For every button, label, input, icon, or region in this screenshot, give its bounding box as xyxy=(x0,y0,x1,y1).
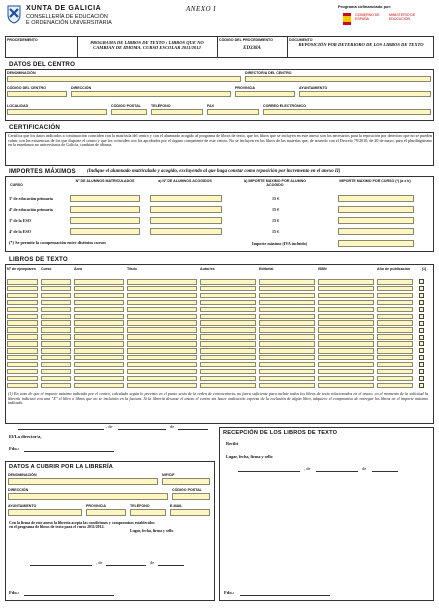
centre-sign-de2: de xyxy=(170,424,175,429)
book-cell-field[interactable] xyxy=(7,355,38,361)
book-cell-field[interactable] xyxy=(200,300,256,306)
centre-postcode-field[interactable] xyxy=(111,109,147,115)
book-cell-field[interactable] xyxy=(377,286,413,292)
books-col-header: Año de publicación xyxy=(377,267,411,271)
book-cell-field[interactable] xyxy=(200,293,256,299)
book-cell-field[interactable] xyxy=(200,320,256,326)
book-cell-field[interactable] xyxy=(318,279,374,285)
maximums-title: IMPORTES MÁXIMOS xyxy=(9,168,76,175)
book-exclude-checkbox[interactable] xyxy=(419,314,424,319)
book-exclude-checkbox[interactable] xyxy=(419,335,424,340)
book-cell-field[interactable] xyxy=(200,383,256,389)
book-cell-field[interactable] xyxy=(127,376,197,382)
centre-province-label: PROVINCIA xyxy=(235,86,255,90)
book-cell-field[interactable] xyxy=(259,320,315,326)
book-cell-field[interactable] xyxy=(318,327,374,333)
max-row-accepted-field[interactable] xyxy=(150,195,222,202)
book-cell-field[interactable] xyxy=(200,348,256,354)
book-cell-field[interactable] xyxy=(74,355,124,361)
centre-address-field[interactable] xyxy=(71,91,231,97)
book-cell-field[interactable] xyxy=(200,286,256,292)
max-row-matric-field[interactable] xyxy=(70,228,140,235)
maximums-col-course: CURSO xyxy=(10,183,23,187)
book-cell-field[interactable] xyxy=(318,355,374,361)
book-cell-field[interactable] xyxy=(7,334,38,340)
bookshop-title: DATOS A CUBRIR POR LA LIBRERÍA xyxy=(9,464,113,470)
maximums-subtitle: (Indique el alumnado matriculado y acogido, excluyendo al que haga constar como reposición por incremento en el anexo II) xyxy=(87,169,341,174)
book-cell-field[interactable] xyxy=(74,341,124,347)
book-cell-field[interactable] xyxy=(318,348,374,354)
book-exclude-checkbox[interactable] xyxy=(419,293,424,298)
book-exclude-checkbox[interactable] xyxy=(419,376,424,381)
books-col-header: Editorial xyxy=(259,267,274,271)
cofinanced-label: Programa cofinanciado por: xyxy=(338,4,392,9)
max-row-matric-field[interactable] xyxy=(70,206,140,213)
book-cell-field[interactable] xyxy=(7,286,38,292)
bookshop-postcode-label: CÓDIGO POSTAL xyxy=(172,488,202,492)
reception-sign-de2: de xyxy=(362,466,367,471)
book-cell-field[interactable] xyxy=(127,334,197,340)
centre-address-label: DIRECCIÓN xyxy=(71,86,92,90)
book-cell-field[interactable] xyxy=(41,341,71,347)
book-cell-field[interactable] xyxy=(318,383,374,389)
logo-line3: E ORDENACIÓN UNIVERSITARIA xyxy=(26,20,112,26)
book-cell-field[interactable] xyxy=(7,341,38,347)
book-cell-field[interactable] xyxy=(318,341,374,347)
book-cell-field[interactable] xyxy=(7,376,38,382)
maximums-col-total: IMPORTE MÁXIMO POR CURSO (*) (a x b) xyxy=(339,179,411,183)
book-exclude-checkbox[interactable] xyxy=(419,355,424,360)
centre-director-field[interactable] xyxy=(245,76,431,82)
ministry-edu: MINISTERIO DE EDUCACIÓN xyxy=(389,13,416,22)
centre-signature-label: Fdo.: xyxy=(9,446,20,451)
maximums-col-matric: Nº DE ALUMNOS MATRICULADOS xyxy=(75,179,135,183)
books-col-header: Título xyxy=(127,267,137,271)
book-cell-field[interactable] xyxy=(74,307,124,313)
book-cell-field[interactable] xyxy=(7,383,38,389)
book-cell-field[interactable] xyxy=(377,293,413,299)
centre-fax-field[interactable] xyxy=(207,109,259,115)
bookshop-address-field[interactable] xyxy=(8,493,168,500)
book-cell-field[interactable] xyxy=(259,293,315,299)
book-cell-field[interactable] xyxy=(127,300,197,306)
book-cell-field[interactable] xyxy=(41,286,71,292)
book-exclude-checkbox[interactable] xyxy=(419,286,424,291)
max-row-accepted-field[interactable] xyxy=(150,217,222,224)
bookshop-nif-field[interactable] xyxy=(162,478,210,485)
ministry-gov: GOBIERNO DE ESPAÑA xyxy=(355,13,380,22)
book-cell-field[interactable] xyxy=(127,369,197,375)
book-cell-field[interactable] xyxy=(74,376,124,382)
book-cell-field[interactable] xyxy=(318,293,374,299)
centre-locality-label: LOCALIDAD xyxy=(7,104,29,108)
book-cell-field[interactable] xyxy=(127,307,197,313)
centre-code-field[interactable] xyxy=(7,91,67,97)
book-cell-field[interactable] xyxy=(200,314,256,320)
book-cell-field[interactable] xyxy=(377,279,413,285)
max-row-amount: 15 € xyxy=(272,229,280,234)
book-cell-field[interactable] xyxy=(41,279,71,285)
book-cell-field[interactable] xyxy=(377,334,413,340)
max-row-course: 3º de educación primaria xyxy=(9,196,53,201)
book-cell-field[interactable] xyxy=(41,327,71,333)
max-row-accepted-field[interactable] xyxy=(150,228,222,235)
centre-section-title: DATOS DEL CENTRO xyxy=(9,61,76,68)
book-cell-field[interactable] xyxy=(41,334,71,340)
book-cell-field[interactable] xyxy=(41,383,71,389)
centre-postcode-label: CÓDIGO POSTAL xyxy=(111,104,141,108)
book-cell-field[interactable] xyxy=(74,300,124,306)
bookshop-province-field[interactable] xyxy=(86,509,126,516)
book-cell-field[interactable] xyxy=(127,314,197,320)
reception-received: Recibí xyxy=(226,441,238,446)
books-title: LIBROS DE TEXTO xyxy=(9,256,68,263)
max-row-matric-field[interactable] xyxy=(70,217,140,224)
book-cell-field[interactable] xyxy=(127,362,197,368)
centre-phone-label: TELÉFONO xyxy=(151,104,171,108)
book-cell-field[interactable] xyxy=(318,300,374,306)
book-cell-field[interactable] xyxy=(200,369,256,375)
book-cell-field[interactable] xyxy=(41,293,71,299)
bookshop-postcode-field[interactable] xyxy=(172,493,210,500)
document-label: DOCUMENTO xyxy=(289,38,313,42)
centre-phone-field[interactable] xyxy=(151,109,203,115)
max-row-total-field[interactable] xyxy=(338,217,414,224)
book-exclude-checkbox[interactable] xyxy=(419,300,424,305)
book-cell-field[interactable] xyxy=(377,300,413,306)
centre-code-label: CÓDIGO DEL CENTRO xyxy=(7,86,46,90)
book-cell-field[interactable] xyxy=(7,307,38,313)
annex-title: ANEXO I xyxy=(186,5,217,13)
reception-place-label: Lugar, fecha, firma y sello xyxy=(226,454,273,459)
book-exclude-checkbox[interactable] xyxy=(419,369,424,374)
book-cell-field[interactable] xyxy=(41,348,71,354)
book-cell-field[interactable] xyxy=(318,307,374,313)
book-cell-field[interactable] xyxy=(74,327,124,333)
book-cell-field[interactable] xyxy=(377,348,413,354)
certification-title: CERTIFICACIÓN xyxy=(9,124,61,131)
book-exclude-checkbox[interactable] xyxy=(419,348,424,353)
book-cell-field[interactable] xyxy=(74,334,124,340)
book-cell-field[interactable] xyxy=(318,376,374,382)
book-cell-field[interactable] xyxy=(127,279,197,285)
book-exclude-checkbox[interactable] xyxy=(419,362,424,367)
book-cell-field[interactable] xyxy=(127,320,197,326)
book-exclude-checkbox[interactable] xyxy=(419,307,424,312)
book-cell-field[interactable] xyxy=(127,383,197,389)
book-cell-field[interactable] xyxy=(259,383,315,389)
max-row-matric-field[interactable] xyxy=(70,195,140,202)
book-cell-field[interactable] xyxy=(74,279,124,285)
bookshop-council-label: AYUNTAMIENTO xyxy=(8,504,37,508)
book-cell-field[interactable] xyxy=(41,355,71,361)
book-cell-field[interactable] xyxy=(74,320,124,326)
max-row-amount: 15 € xyxy=(272,196,280,201)
spain-coat-of-arms-icon xyxy=(342,12,352,26)
centre-locality-field[interactable] xyxy=(7,109,107,115)
book-cell-field[interactable] xyxy=(41,307,71,313)
book-cell-field[interactable] xyxy=(377,376,413,382)
book-cell-field[interactable] xyxy=(74,314,124,320)
maximums-col-accepted: a) Nº DE ALUMNOS ACOGIDOS xyxy=(158,179,212,183)
book-cell-field[interactable] xyxy=(259,376,315,382)
centre-council-field[interactable] xyxy=(299,91,431,97)
book-cell-field[interactable] xyxy=(377,383,413,389)
reception-signature-label: Fdo.: xyxy=(224,590,235,595)
book-cell-field[interactable] xyxy=(74,286,124,292)
book-cell-field[interactable] xyxy=(259,341,315,347)
bookshop-place-label: Lugar, fecha, firma y sello xyxy=(130,529,174,533)
centre-council-label: AYUNTAMIENTO xyxy=(299,86,328,90)
book-cell-field[interactable] xyxy=(200,327,256,333)
book-cell-field[interactable] xyxy=(7,369,38,375)
certification-text: Certifica que los datos indicados a continuación coinciden con la matrícula del centro y con el alumnado acogido al programa de libros de texto, que los libros que se incluyen en este anexo son los necesarios para la reposición por deterioro que no se pueden cubrir con las existencias de los que dispone el centro y que los coinciden con los aprobados por el órgano competente de este centro. No se incluyen en los libros de las materias que, de acuerdo con el Decreto 79/2010, de 20 de mayo, para el plurilingüismo en la enseñanza no universitaria de Galicia, cambian de idioma. xyxy=(8,133,432,148)
bookshop-denomination-label: DENOMINACIÓN xyxy=(8,473,37,477)
centre-fax-label: FAX xyxy=(207,104,214,108)
book-cell-field[interactable] xyxy=(259,327,315,333)
book-cell-field[interactable] xyxy=(377,341,413,347)
book-cell-field[interactable] xyxy=(7,293,38,299)
book-cell-field[interactable] xyxy=(377,362,413,368)
book-cell-field[interactable] xyxy=(127,341,197,347)
bookshop-denomination-field[interactable] xyxy=(8,478,158,485)
book-cell-field[interactable] xyxy=(7,348,38,354)
book-cell-field[interactable] xyxy=(7,362,38,368)
max-row-course: 4º de educación primaria xyxy=(9,207,53,212)
centre-sign-de1: , de xyxy=(106,424,113,429)
book-cell-field[interactable] xyxy=(259,307,315,313)
maximums-note: (*) Se permite la compensación entre distintos cursos xyxy=(9,240,106,245)
max-row-amount: 15 € xyxy=(272,218,280,223)
logo-line2: CONSELLERÍA DE EDUCACIÓN xyxy=(26,14,108,20)
books-col-header: (1) xyxy=(421,267,427,271)
book-cell-field[interactable] xyxy=(7,300,38,306)
book-cell-field[interactable] xyxy=(259,362,315,368)
book-cell-field[interactable] xyxy=(41,369,71,375)
book-cell-field[interactable] xyxy=(377,307,413,313)
max-row-amount: 15 € xyxy=(272,207,280,212)
book-exclude-checkbox[interactable] xyxy=(419,341,424,346)
book-cell-field[interactable] xyxy=(377,327,413,333)
procedure-value: PROGRAMA DE LIBROS DE TEXTO : LIBROS QUE NO CAMBIAN DE IDIOMA. CURSO ESCOLAR 2011/2012 xyxy=(90,40,204,51)
procedure-label: PROCEDEMENTO xyxy=(7,38,38,42)
book-cell-field[interactable] xyxy=(259,279,315,285)
book-cell-field[interactable] xyxy=(200,334,256,340)
centre-director-label: DIRECTOR/A DEL CENTRO xyxy=(245,71,292,75)
centre-director-role: El/La director/a, xyxy=(9,434,42,439)
max-row-course: 3º de la ESO xyxy=(9,218,31,223)
books-col-header: Área xyxy=(74,267,82,271)
book-exclude-checkbox[interactable] xyxy=(419,321,424,326)
book-cell-field[interactable] xyxy=(377,320,413,326)
books-col-header: Nº de ejemplares xyxy=(7,267,36,271)
document-value: REPOSICIÓN POR DETERIORO DE LOS LIBROS DE TEXTO xyxy=(298,42,424,47)
max-row-total-field[interactable] xyxy=(338,206,414,213)
book-cell-field[interactable] xyxy=(127,286,197,292)
book-cell-field[interactable] xyxy=(7,320,38,326)
bookshop-email-field[interactable] xyxy=(170,509,210,516)
bookshop-phone-label: TELÉFONO xyxy=(130,504,150,508)
book-cell-field[interactable] xyxy=(259,334,315,340)
bookshop-province-label: PROVINCIA xyxy=(86,504,106,508)
reception-title: RECEPCIÓN DE LOS LIBROS DE TEXTO xyxy=(223,430,338,436)
book-cell-field[interactable] xyxy=(127,293,197,299)
centre-province-field[interactable] xyxy=(235,91,295,97)
bookshop-address-label: DIRECCIÓN xyxy=(8,488,29,492)
book-cell-field[interactable] xyxy=(318,362,374,368)
book-cell-field[interactable] xyxy=(74,293,124,299)
bookshop-phone-field[interactable] xyxy=(130,509,166,516)
book-cell-field[interactable] xyxy=(74,369,124,375)
maximums-total-field[interactable] xyxy=(338,240,414,247)
book-cell-field[interactable] xyxy=(377,314,413,320)
book-cell-field[interactable] xyxy=(200,341,256,347)
centre-email-field[interactable] xyxy=(263,109,431,115)
book-cell-field[interactable] xyxy=(7,327,38,333)
maximums-total-label: Importe máximo (IVA incluido) xyxy=(252,241,308,246)
bookshop-sign-de1: , de xyxy=(96,560,103,565)
book-cell-field[interactable] xyxy=(127,348,197,354)
book-cell-field[interactable] xyxy=(377,355,413,361)
book-cell-field[interactable] xyxy=(200,362,256,368)
book-cell-field[interactable] xyxy=(318,314,374,320)
book-cell-field[interactable] xyxy=(127,327,197,333)
book-cell-field[interactable] xyxy=(200,355,256,361)
book-cell-field[interactable] xyxy=(318,286,374,292)
book-cell-field[interactable] xyxy=(259,286,315,292)
book-cell-field[interactable] xyxy=(259,314,315,320)
bookshop-council-field[interactable] xyxy=(8,509,82,516)
books-col-header: Autor/es xyxy=(200,267,215,271)
max-row-total-field[interactable] xyxy=(338,195,414,202)
book-cell-field[interactable] xyxy=(74,383,124,389)
max-row-total-field[interactable] xyxy=(338,228,414,235)
book-cell-field[interactable] xyxy=(41,376,71,382)
book-cell-field[interactable] xyxy=(318,320,374,326)
book-cell-field[interactable] xyxy=(41,362,71,368)
book-cell-field[interactable] xyxy=(7,279,38,285)
procedure-code-value: ED338A xyxy=(243,46,261,51)
book-cell-field[interactable] xyxy=(7,314,38,320)
spain-ministry-logo xyxy=(342,12,432,28)
book-cell-field[interactable] xyxy=(259,369,315,375)
book-cell-field[interactable] xyxy=(259,300,315,306)
book-cell-field[interactable] xyxy=(259,348,315,354)
reception-sign-de1: , de xyxy=(304,466,311,471)
bookshop-acceptance-text: Con la firma de este anexo la librería acepta las condiciones y compromisos establecidos en el programa de libros de texto para el curso 2011/2012. xyxy=(9,521,155,530)
bookshop-email-label: E-MAIL xyxy=(170,504,183,508)
maximums-col-amount: b) IMPORTE MÁXIMO POR ALUMNO ACOGIDO xyxy=(244,179,306,188)
book-cell-field[interactable] xyxy=(127,355,197,361)
logo-line1: XUNTA DE GALICIA xyxy=(26,5,102,12)
centre-denomination-field[interactable] xyxy=(7,76,241,82)
book-cell-field[interactable] xyxy=(74,362,124,368)
max-row-accepted-field[interactable] xyxy=(150,206,222,213)
xunta-emblem-icon xyxy=(6,4,22,24)
bookshop-sign-de2: de xyxy=(150,560,155,565)
bookshop-nif-label: NIF/CIF xyxy=(162,473,175,477)
book-cell-field[interactable] xyxy=(74,348,124,354)
book-cell-field[interactable] xyxy=(200,307,256,313)
procedure-code-label: CÓDIGO DEL PROCEDIMIENTO xyxy=(219,38,273,42)
book-cell-field[interactable] xyxy=(318,369,374,375)
books-footnote: (1) En caso de que el importe máximo indicado por el centro, calculado según lo previsto en el punto sexto de la orden de convocatoria, no fuera suficiente para incluir todos los libros de texto relacionados en el anexo, en el momento de la solicitud la librería indicará con una "X" el libro o libros que no se incluirán en la factura. Si la librería desease el anexo el centro sin hacer indicación expresa de la exclusión de algún libro, adquiere el compromiso de entregar los libros en el importe máximo indicado. xyxy=(8,391,428,406)
book-cell-field[interactable] xyxy=(41,300,71,306)
centre-email-label: CORREO ELECTRÓNICO xyxy=(263,104,306,108)
xunta-logo xyxy=(6,4,126,30)
books-col-header: Curso xyxy=(41,267,52,271)
books-col-header: ISBN xyxy=(318,267,327,271)
book-exclude-checkbox[interactable] xyxy=(419,279,424,284)
book-exclude-checkbox[interactable] xyxy=(419,328,424,333)
book-cell-field[interactable] xyxy=(41,320,71,326)
book-cell-field[interactable] xyxy=(200,279,256,285)
book-cell-field[interactable] xyxy=(200,376,256,382)
book-cell-field[interactable] xyxy=(259,355,315,361)
bookshop-signature-label: Fdo.: xyxy=(9,590,20,595)
book-exclude-checkbox[interactable] xyxy=(419,383,424,388)
book-cell-field[interactable] xyxy=(41,314,71,320)
book-cell-field[interactable] xyxy=(377,369,413,375)
max-row-course: 4º de la ESO xyxy=(9,229,31,234)
book-cell-field[interactable] xyxy=(318,334,374,340)
centre-denomination-label: DENOMINACIÓN xyxy=(7,71,36,75)
